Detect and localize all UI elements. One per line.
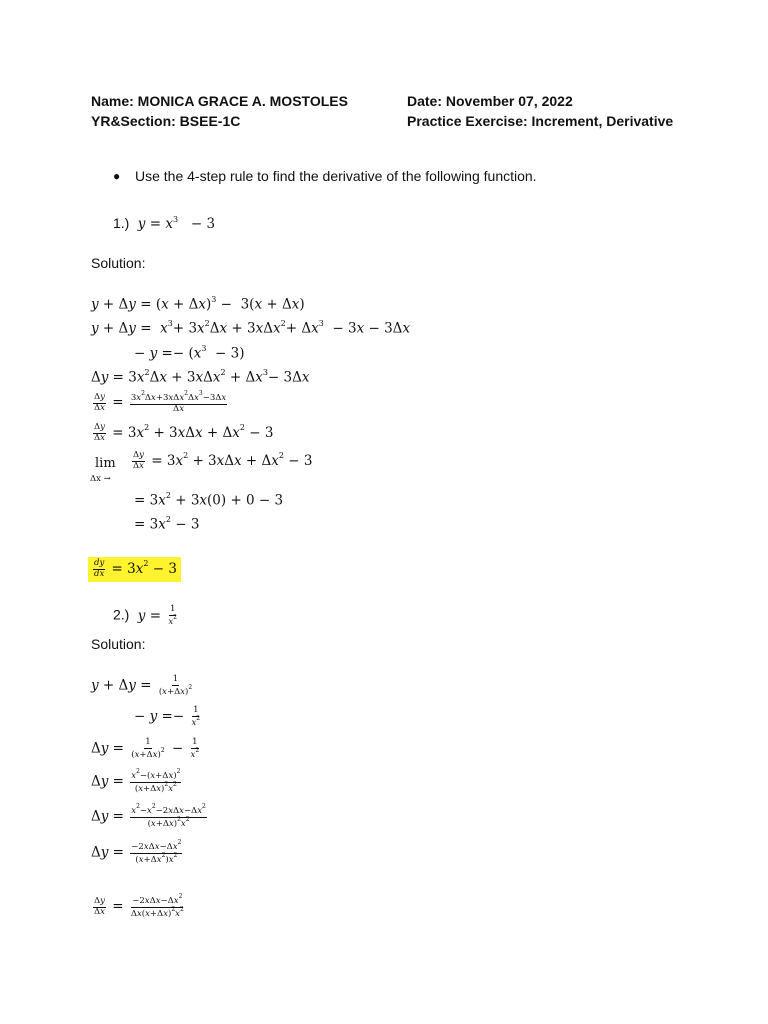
p2-step3: Δy = $\frac{1}{(x+\Delta x)^2}$ − $\frac{1}{x^2}$ bbox=[91, 737, 200, 760]
p1-step6: $\frac{\Delta y}{\Delta x}$ = $3x^2 + 3x\Delta x + \Delta x^2 - 3$ bbox=[94, 422, 274, 443]
problem2-statement: 2.) y = $\frac{1}{x^2}$ bbox=[113, 604, 177, 627]
problem1-solution-label: Solution: bbox=[91, 255, 146, 271]
instruction-text: Use the 4-step rule to find the derivative of the following function. bbox=[135, 168, 537, 184]
p2-step4: Δy = $\frac{x^2-(x+\Delta x)^2}{(x+\Delta x)^2x^2}$ bbox=[91, 768, 181, 794]
p1-answer-highlight: $\frac{dy}{dx}$ = $3x^2 - 3$ bbox=[88, 557, 181, 582]
p2-step7: $\frac{\Delta y}{\Delta x}$ = $\frac{-2x\Delta x-\Delta x^2}{\Delta x(x+\Delta x)^2x^2}$ bbox=[94, 893, 184, 919]
p1-step1: $y + \Delta y = (x + \Delta x)^3 - 3(x + \Delta x)$ bbox=[91, 295, 305, 313]
section-line: YR&Section: BSEE-1C bbox=[91, 113, 241, 129]
exercise-title: Practice Exercise: Increment, Derivative bbox=[407, 113, 674, 129]
p2-step6: Δy = $\frac{-2x\Delta x-\Delta x^2}{(x+\Delta x^2)x^2}$ bbox=[91, 839, 182, 865]
lim-subscript: Δx → bbox=[90, 474, 111, 484]
lim-word: lim bbox=[95, 456, 116, 471]
p2-step1: y + Δy = $\frac{1}{(x+\Delta x)^2}$ bbox=[91, 674, 193, 697]
p1-step2: $y + \Delta y = x^3+ 3x^2\Delta x + 3x\Delta x^2+ \Delta x^3 - 3x - 3\Delta x$ bbox=[91, 319, 411, 337]
p1-step8: = $3x^2 + 3x(0) + 0 - 3$ bbox=[134, 491, 284, 509]
problem1-number: 1.) bbox=[113, 215, 130, 231]
p2-step5: Δy = $\frac{x^2-x^2-2x\Delta x-\Delta x^2}{(x+\Delta x)^2x^2}$ bbox=[91, 803, 206, 829]
bullet-icon: ● bbox=[113, 169, 121, 183]
problem2-number: 2.) bbox=[113, 606, 130, 623]
p1-step9: = $3x^2 - 3$ bbox=[134, 515, 200, 533]
problem2-solution-label: Solution: bbox=[91, 636, 146, 652]
date-line: Date: November 07, 2022 bbox=[407, 93, 573, 109]
p1-step3: − $y =- (x^3 - 3)$ bbox=[134, 344, 245, 362]
p1-step4: $\Delta y = 3x^2\Delta x + 3x\Delta x^2 + \Delta x^3- 3\Delta x$ bbox=[91, 368, 310, 386]
p1-step5: $\frac{\Delta y}{\Delta x}$ = $\frac{3x^2\Delta x+3x\Delta x^2\Delta x^3-3\Delta x}{\Delta x}$ bbox=[94, 390, 227, 414]
p2-step2: − y =− $\frac{1}{x^2}$ bbox=[134, 705, 201, 728]
p1-step7: $\frac{\Delta y}{\Delta x}$ = $3x^2 + 3x\Delta x + \Delta x^2 - 3$ bbox=[133, 450, 313, 471]
problem1-statement: 1.) $y = x^3 - 3$ bbox=[113, 214, 216, 232]
student-name: Name: MONICA GRACE A. MOSTOLES bbox=[91, 93, 348, 109]
